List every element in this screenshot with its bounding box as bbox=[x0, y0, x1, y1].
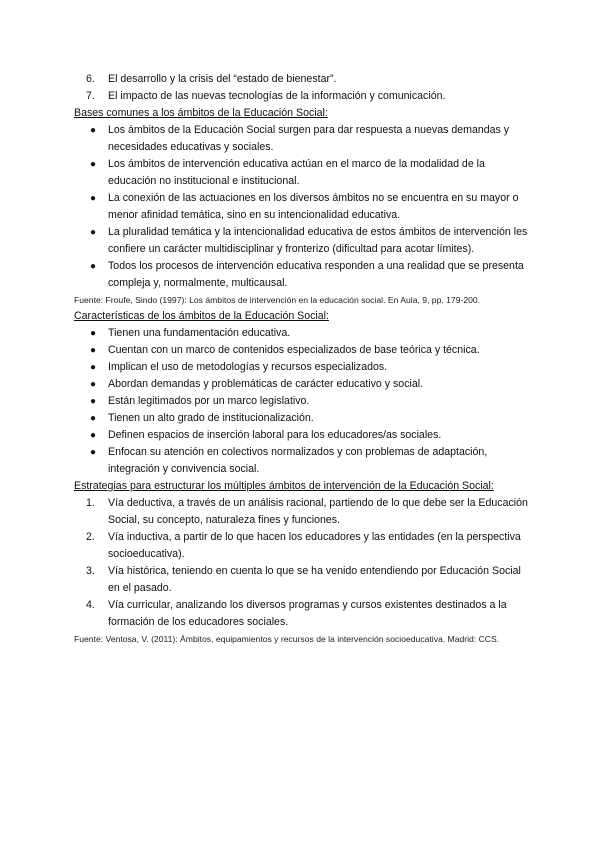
estrategias-heading: Estrategias para estructurar los múltiples ámbitos de intervención de la Educación Social: bbox=[74, 480, 494, 492]
list-item-text: Definen espacios de inserción laboral para los educadores/as sociales. bbox=[108, 429, 442, 441]
list-item bbox=[74, 71, 534, 88]
list-item bbox=[74, 156, 534, 190]
list-item bbox=[74, 359, 534, 376]
list-item bbox=[74, 88, 534, 105]
list-item-text: La conexión de las actuaciones en los diversos ámbitos no se encuentra en su mayor o menor afinidad temática, sino en su intencionalidad educativa. bbox=[108, 192, 519, 221]
list-item-text: Tienen una fundamentación educativa. bbox=[108, 327, 291, 339]
list-marker: 1. bbox=[86, 497, 95, 509]
list-item-text: Vía deductiva, a través de un análisis racional, partiendo de lo que debe ser la Educación Social, su concepto, naturaleza fines y funciones. bbox=[108, 497, 528, 526]
estrategias-source-citation: Fuente: Ventosa, V. (2011): Ámbitos, equipamientos y recursos de la intervención socioeducativa. Madrid: CCS. bbox=[74, 634, 500, 644]
bullet-marker: ● bbox=[90, 430, 97, 441]
bullet-marker: ● bbox=[90, 227, 97, 238]
list-item bbox=[74, 597, 534, 631]
caracteristicas-bullet-list bbox=[74, 325, 534, 478]
list-item bbox=[74, 410, 534, 427]
list-item-text: Cuentan con un marco de contenidos especializados de base teórica y técnica. bbox=[108, 344, 480, 356]
caracteristicas-heading: Características de los ámbitos de la Educación Social: bbox=[74, 310, 329, 322]
bullet-marker: ● bbox=[90, 159, 97, 170]
list-item-text: El impacto de las nuevas tecnologías de la información y comunicación. bbox=[108, 90, 446, 102]
list-marker: 2. bbox=[86, 531, 95, 543]
bullet-marker: ● bbox=[90, 362, 97, 373]
list-marker: 4. bbox=[86, 599, 95, 611]
list-item-text: Abordan demandas y problemáticas de carácter educativo y social. bbox=[108, 378, 424, 390]
bases-source-citation: Fuente: Froufe, Sindo (1997): Los ámbitos de intervención en la educación social. En Aula, 9, pp. 179-200. bbox=[74, 295, 481, 305]
list-item bbox=[74, 427, 534, 444]
list-item-text: La pluralidad temática y la intencionalidad educativa de estos ámbitos de intervención les confiere un carácter multidisciplinar y fronterizo (dificultad para acotar límites). bbox=[108, 226, 528, 255]
list-item bbox=[74, 325, 534, 342]
bullet-marker: ● bbox=[90, 345, 97, 356]
bullet-marker: ● bbox=[90, 125, 97, 136]
bases-bullet-list bbox=[74, 122, 534, 292]
list-item bbox=[74, 190, 534, 224]
intro-numbered-list bbox=[74, 71, 534, 105]
list-item-text: Implican el uso de metodologías y recursos especializados. bbox=[108, 361, 388, 373]
list-item-text: Todos los procesos de intervención educativa responden a una realidad que se presenta compleja y, normalmente, multicausal. bbox=[108, 260, 524, 289]
bullet-marker: ● bbox=[90, 261, 97, 272]
list-marker: 3. bbox=[86, 565, 95, 577]
list-item-text: Vía histórica, teniendo en cuenta lo que se ha venido entendiendo por Educación Social en el pasado. bbox=[108, 565, 521, 594]
estrategias-numbered-list bbox=[74, 495, 534, 631]
bullet-marker: ● bbox=[90, 379, 97, 390]
list-item bbox=[74, 224, 534, 258]
bullet-marker: ● bbox=[90, 328, 97, 339]
bases-heading: Bases comunes a los ámbitos de la Educación Social: bbox=[74, 107, 328, 119]
list-item bbox=[74, 495, 534, 529]
list-item-text: Vía inductiva, a partir de lo que hacen los educadores y las entidades (en la perspectiva socioeducativa). bbox=[108, 531, 521, 560]
list-item bbox=[74, 444, 534, 478]
list-item-text: Vía curricular, analizando los diversos programas y cursos existentes destinados a la formación de los educadores sociales. bbox=[108, 599, 507, 628]
list-item bbox=[74, 376, 534, 393]
bullet-marker: ● bbox=[90, 193, 97, 204]
list-item bbox=[74, 342, 534, 359]
document-content bbox=[74, 71, 534, 647]
list-item bbox=[74, 258, 534, 292]
list-item bbox=[74, 529, 534, 563]
list-item-text: Los ámbitos de la Educación Social surgen para dar respuesta a nuevas demandas y necesidades educativas y sociales. bbox=[108, 124, 510, 153]
list-marker: 7. bbox=[86, 90, 95, 102]
list-item-text: Enfocan su atención en colectivos normalizados y con problemas de adaptación, integración y convivencia social. bbox=[108, 446, 488, 475]
list-item bbox=[74, 122, 534, 156]
bullet-marker: ● bbox=[90, 413, 97, 424]
list-item-text: Los ámbitos de intervención educativa actúan en el marco de la modalidad de la educación no institucional e institucional. bbox=[108, 158, 485, 187]
list-item bbox=[74, 563, 534, 597]
bullet-marker: ● bbox=[90, 447, 97, 458]
list-item bbox=[74, 393, 534, 410]
list-item-text: El desarrollo y la crisis del “estado de bienestar”. bbox=[108, 73, 337, 85]
list-marker: 6. bbox=[86, 73, 95, 85]
list-item-text: Están legitimados por un marco legislativo. bbox=[108, 395, 310, 407]
list-item-text: Tienen un alto grado de institucionalización. bbox=[108, 412, 314, 424]
bullet-marker: ● bbox=[90, 396, 97, 407]
